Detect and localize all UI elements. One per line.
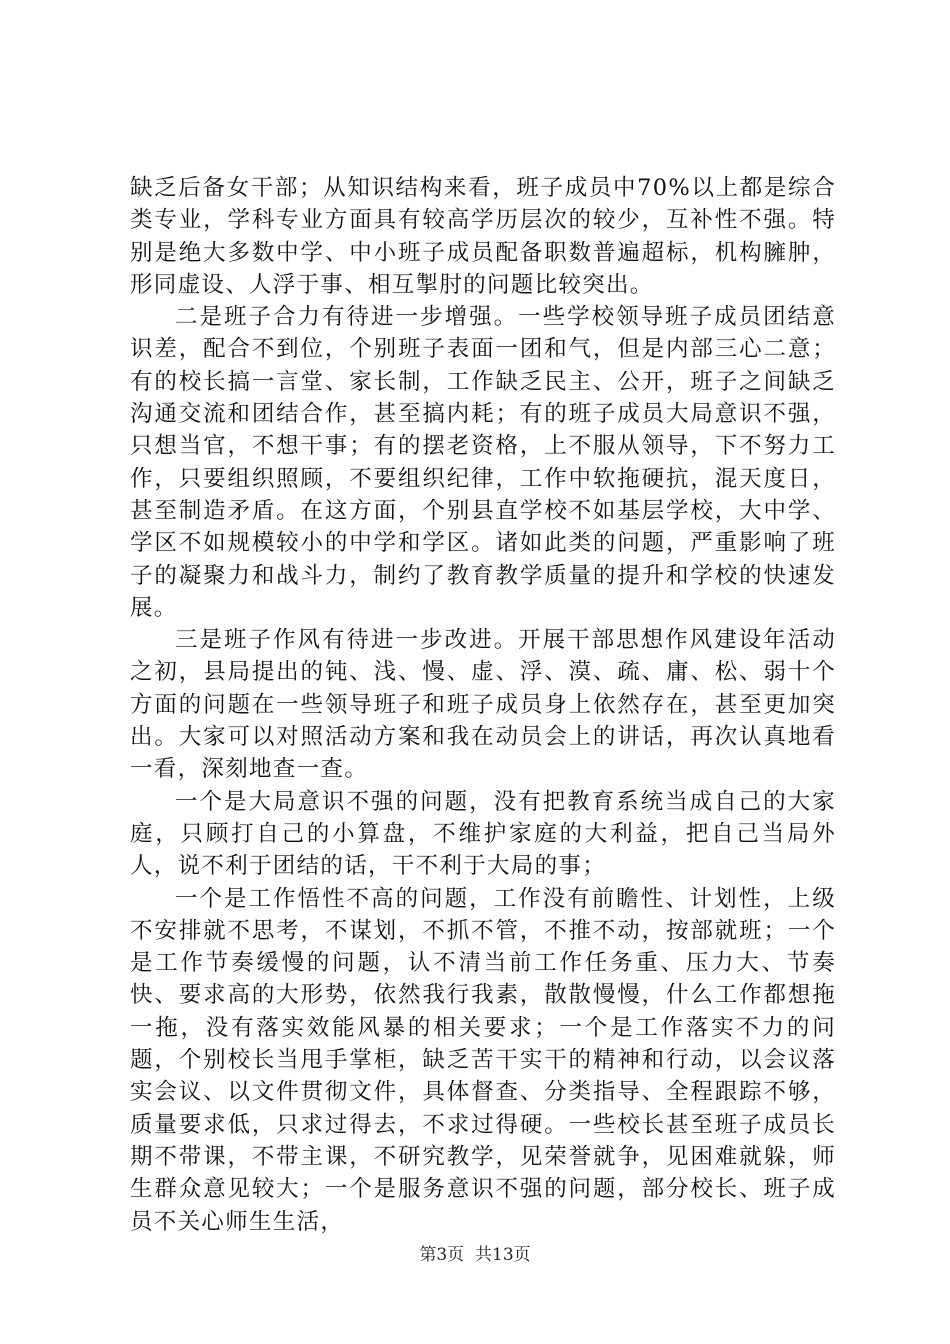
page-total: 共13页 <box>475 1245 531 1265</box>
page-number: 第3页 <box>419 1245 465 1265</box>
paragraph-team-style: 三是班子作风有待进一步改进。开展干部思想作风建设年活动之初，县局提出的钝、浅、慢、虚、浮、漠、疏、庸、松、弱十个方面的问题在一些领导班子和班子成员身上依然存在，甚至更加突出。大家可以对照活动方案和我在动员会上的讲话，再次认真地看一看，深刻地查一查。 <box>130 627 836 783</box>
paragraph-team-cohesion: 二是班子合力有待进一步增强。一些学校领导班子成员团结意识差，配合不到位，个别班子表面一团和气，但是内部三心二意；有的校长搞一言堂、家长制，工作缺乏民主、公开，班子之间缺乏沟通交流和团结合作，甚至搞内耗；有的班子成员大局意识不强，只想当官，不想干事；有的摆老资格，上不服从领导，下不努力工作，只要组织照顾，不要组织纪律，工作中软拖硬抗，混天度日，甚至制造矛盾。在这方面，个别县直学校不如基层学校，大中学、学区不如规模较小的中学和学区。诸如此类的问题，严重影响了班子的凝聚力和战斗力，制约了教育教学质量的提升和学校的快速发展。 <box>130 304 836 621</box>
footer-separator <box>464 1245 475 1265</box>
page-footer <box>0 1244 950 1266</box>
document-body <box>130 172 836 1238</box>
paragraph-continuation: 缺乏后备女干部；从知识结构来看，班子成员中70%以上都是综合类专业，学科专业方面具有较高学历层次的较少，互补性不强。特别是绝大多数中学、中小班子成员配备职数普遍超标，机构臃肿，形同虚设、人浮于事、相互掣肘的问题比较突出。 <box>130 175 836 298</box>
paragraph-work-awareness: 一个是工作悟性不高的问题，工作没有前瞻性、计划性，上级不安排就不思考，不谋划，不抓不管，不推不动，按部就班；一个是工作节奏缓慢的问题，认不清当前工作任务重、压力大、节奏快、要求高的大形势，依然我行我素，散散慢慢，什么工作都想拖一拖，没有落实效能风暴的相关要求；一个是工作落实不力的问题，个别校长当甩手掌柜，缺乏苦干实干的精神和行动，以会议落实会议、以文件贯彻文件，具体督查、分类指导、全程跟踪不够，质量要求低，只求过得去，不求过得硬。一些校长甚至班子成员长期不带课，不带主课，不研究教学，见荣誉就争，见困难就躲，师生群众意见较大；一个是服务意识不强的问题，部分校长、班子成员不关心师生生活， <box>130 885 836 1235</box>
paragraph-overall-awareness: 一个是大局意识不强的问题，没有把教育系统当成自己的大家庭，只顾打自己的小算盘，不维护家庭的大利益，把自己当局外人，说不利于团结的话，干不利于大局的事； <box>130 788 836 880</box>
